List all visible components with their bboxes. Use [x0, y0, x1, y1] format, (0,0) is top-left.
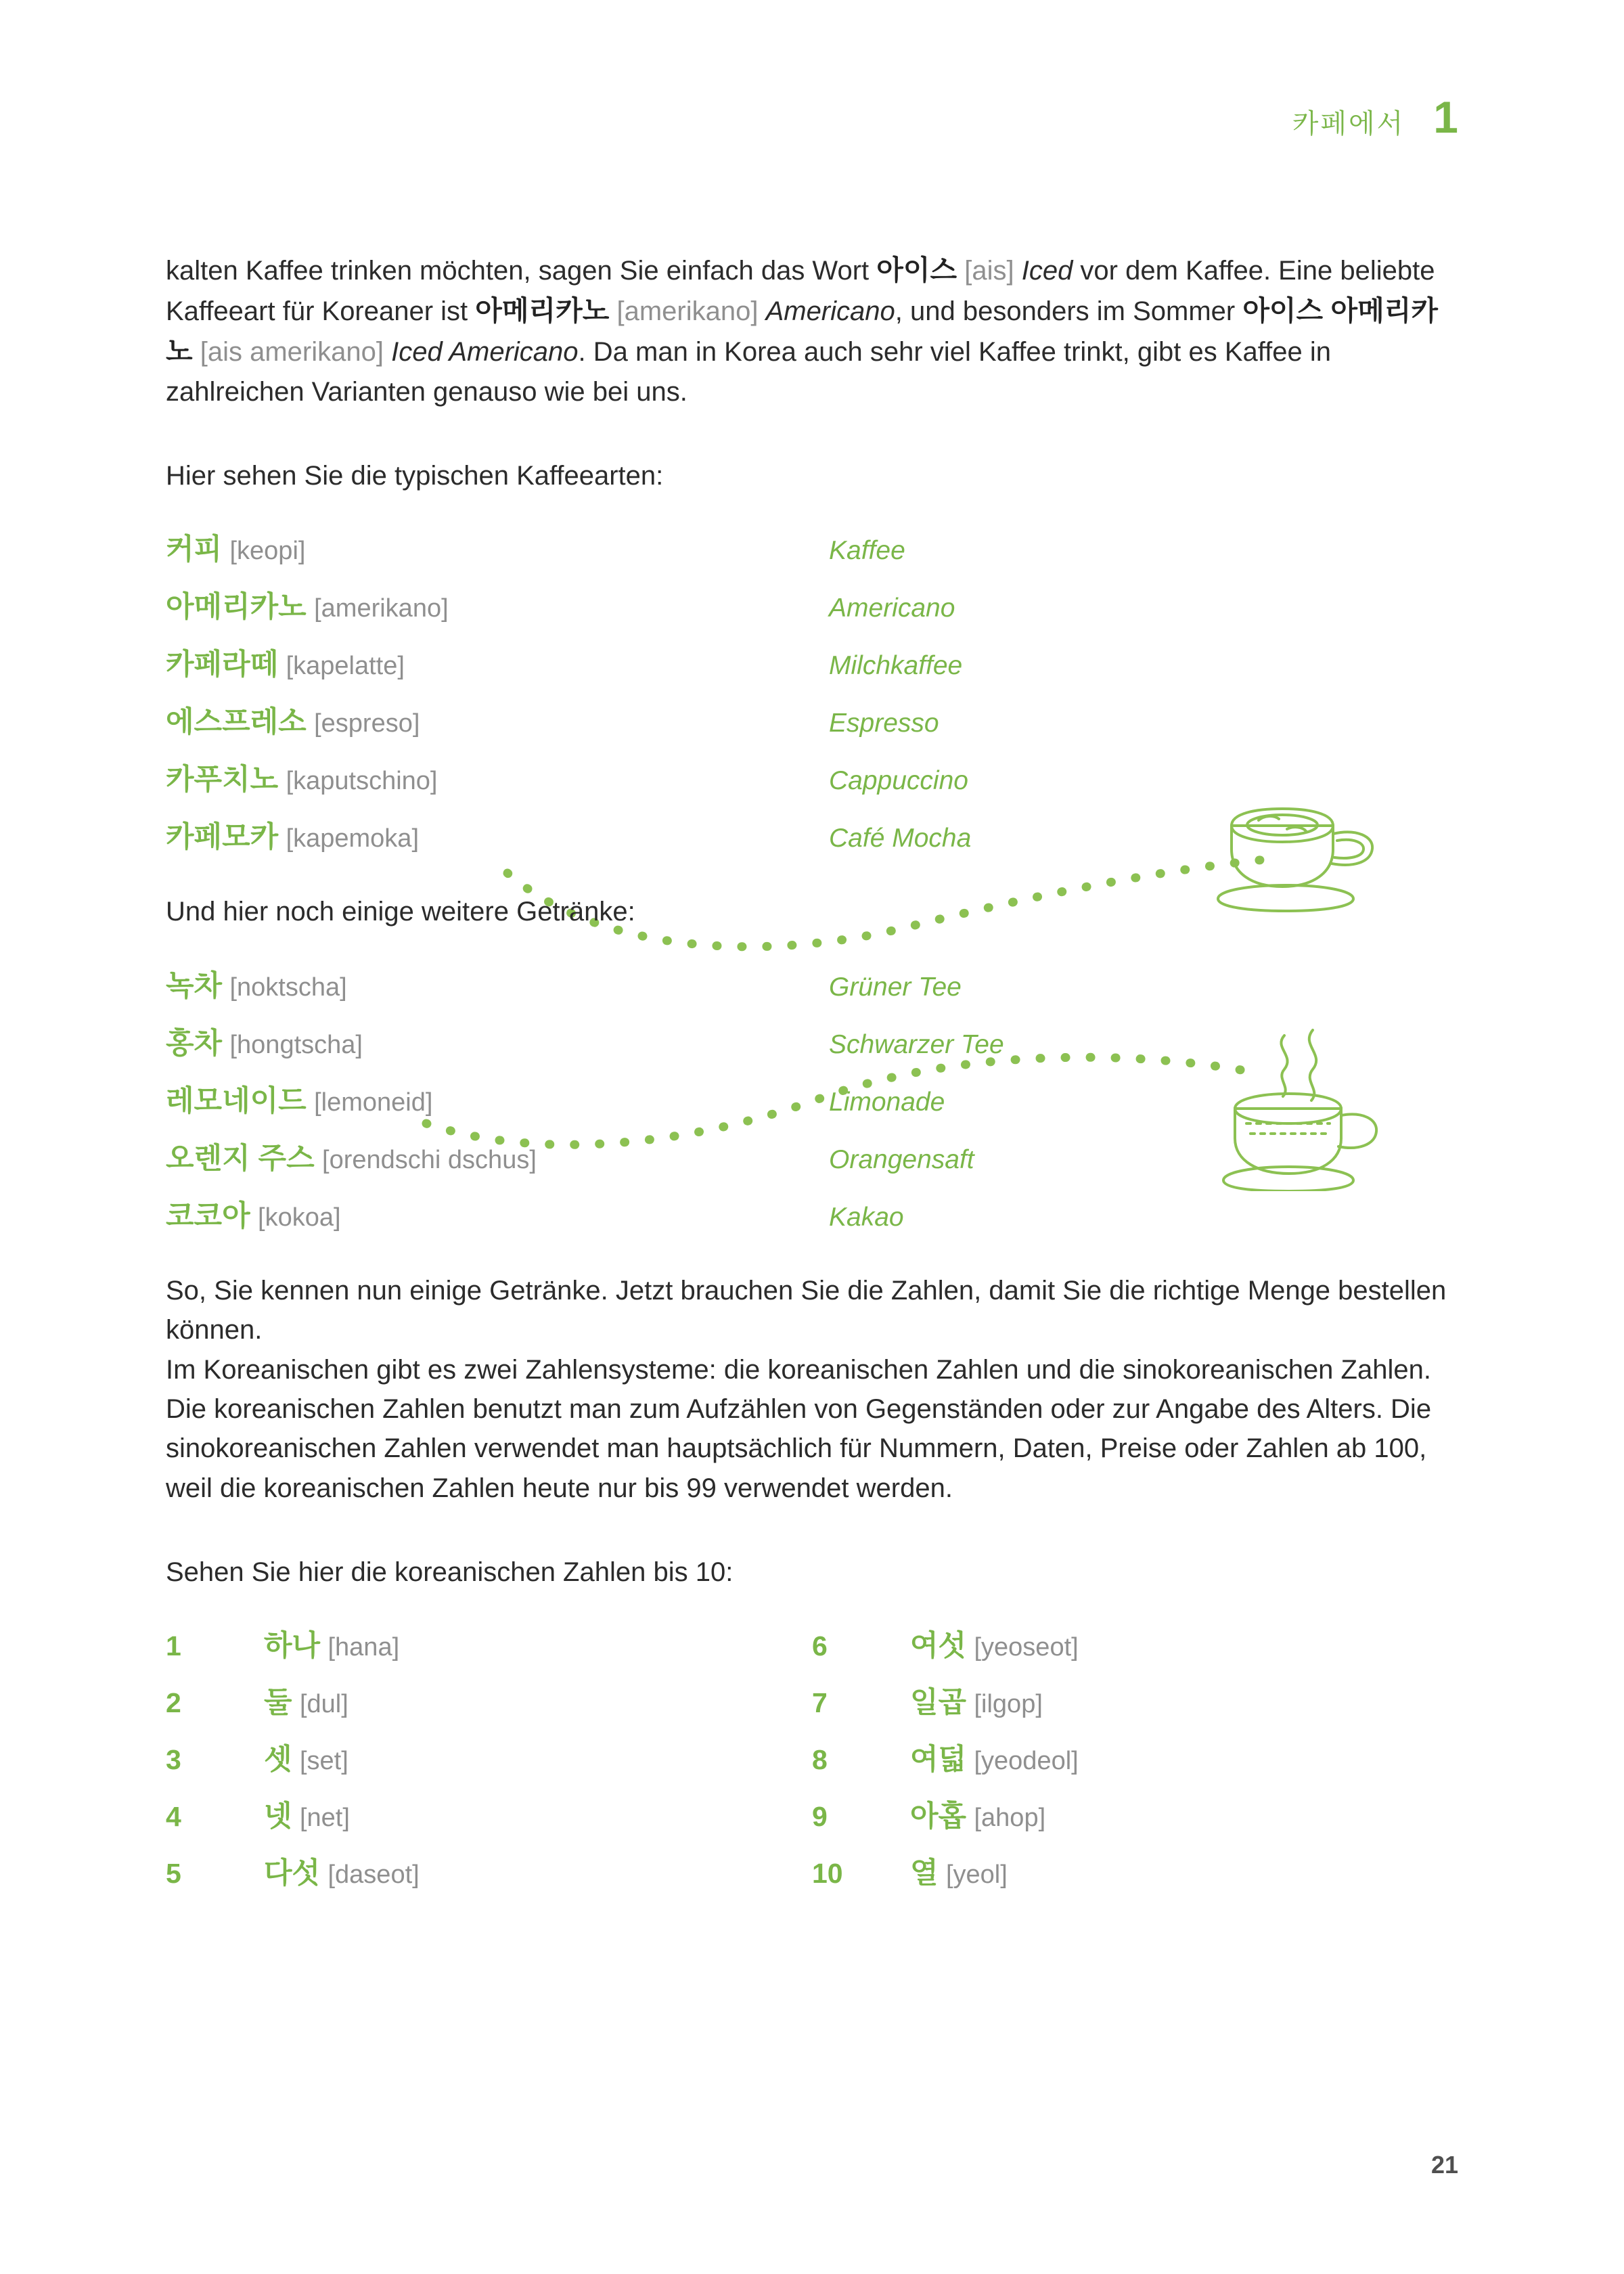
number-digit: 9	[812, 1801, 828, 1833]
vocab-korean: 카푸치노 [kaputschino]	[166, 763, 438, 797]
page-content	[166, 250, 1458, 1907]
number-korean: 셋 [set]	[264, 1743, 348, 1777]
list-item	[166, 814, 1458, 872]
coffee-vocab-list	[166, 527, 1458, 872]
number-korean: 다섯 [daseot]	[264, 1857, 420, 1890]
numbers-paragraph-1: So, Sie kennen nun einige Getränke. Jetzt brauchen Sie die Zahlen, damit Sie die richtige Menge bestellen können.	[166, 1275, 1447, 1345]
vocab-korean: 에스프레소 [espreso]	[166, 706, 420, 739]
intro-part-2: vor dem Kaffee. Eine beliebte Kaffeeart für Koreaner ist	[166, 256, 1435, 326]
list-item	[166, 963, 1458, 1021]
list-item	[812, 1623, 1458, 1680]
number-digit: 1	[166, 1630, 181, 1662]
vocab-german: Café Mocha	[829, 824, 972, 853]
coffee-list-lead: Hier sehen Sie die typischen Kaffeearten:	[166, 460, 664, 491]
list-item	[166, 1737, 812, 1793]
number-korean: 여덟 [yeodeol]	[910, 1743, 1079, 1777]
number-digit: 4	[166, 1801, 181, 1833]
vocab-korean: 코코아 [kokoa]	[166, 1199, 341, 1232]
list-item	[166, 699, 1458, 757]
intro-italic-2: Americano	[765, 296, 895, 326]
number-korean: 아홉 [ahop]	[910, 1800, 1046, 1833]
list-item	[166, 1193, 1458, 1251]
number-korean: 일곱 [ilgop]	[910, 1687, 1043, 1720]
intro-korean-2: 아메리카노	[475, 294, 610, 326]
vocab-korean: 홍차 [hongtscha]	[166, 1027, 363, 1060]
page-number: 21	[1430, 2151, 1458, 2179]
list-item	[166, 1680, 812, 1737]
vocab-german: Milchkaffee	[829, 651, 963, 681]
number-korean: 여섯 [yeoseot]	[910, 1630, 1079, 1663]
list-item	[166, 1850, 812, 1907]
intro-rom-1: [ais]	[964, 256, 1014, 286]
number-korean: 둘 [dul]	[264, 1687, 348, 1720]
intro-part-1: kalten Kaffee trinken möchten, sagen Sie einfach das Wort	[166, 256, 877, 286]
vocab-korean: 녹차 [noktscha]	[166, 969, 347, 1002]
list-item	[166, 584, 1458, 642]
list-item	[166, 642, 1458, 699]
vocab-german: Limonade	[829, 1087, 945, 1117]
list-item	[166, 1623, 812, 1680]
number-digit: 2	[166, 1687, 181, 1719]
list-item	[166, 527, 1458, 584]
list-item	[166, 1078, 1458, 1136]
numbers-paragraph-2: Im Koreanischen gibt es zwei Zahlensysteme: die koreanischen Zahlen und die sinokoreanischen Zahlen. Die koreanischen Zahlen benutzt man zum Aufzählen von Gegenständen oder zur Angabe des Alters. Die sinokoreanischen Zahlen verwendet man hauptsächlich für Nummern, Daten, Preise oder Zahlen ab 100, weil die koreanischen Zahlen heute nur bis 99 verwendet werden.	[166, 1354, 1432, 1503]
vocab-german: Schwarzer Tee	[829, 1029, 1004, 1059]
numbers-column-left	[166, 1623, 812, 1907]
intro-korean-1: 아이스	[876, 254, 957, 286]
intro-paragraph	[166, 250, 1458, 411]
vocab-korean: 커피 [keopi]	[166, 533, 306, 566]
drinks-vocab-list	[166, 963, 1458, 1251]
vocab-korean: 아메리카노 [amerikano]	[166, 591, 449, 624]
vocab-german: Orangensaft	[829, 1144, 974, 1174]
list-item	[166, 1021, 1458, 1078]
list-item	[812, 1850, 1458, 1907]
number-digit: 8	[812, 1744, 828, 1776]
list-item	[812, 1680, 1458, 1737]
vocab-german: Kakao	[829, 1202, 904, 1232]
number-korean: 하나 [hana]	[264, 1630, 400, 1663]
intro-italic-1: Iced	[1021, 256, 1073, 286]
drinks-list-lead: Und hier noch einige weitere Getränke:	[166, 897, 635, 927]
header-chapter-number: 1	[1433, 92, 1458, 142]
vocab-german: Espresso	[829, 709, 939, 738]
intro-part-4: . Da man in Korea auch sehr viel Kaffee trinkt, gibt es Kaffee in zahlreichen Varianten genauso wie bei uns.	[166, 336, 1332, 407]
korean-numbers-grid	[166, 1623, 1458, 1907]
list-item	[812, 1793, 1458, 1850]
vocab-korean: 카페라떼 [kapelatte]	[166, 648, 405, 682]
number-digit: 3	[166, 1744, 181, 1776]
number-korean: 열 [yeol]	[910, 1857, 1008, 1890]
number-digit: 5	[166, 1858, 181, 1890]
vocab-german: Americano	[829, 594, 955, 623]
vocab-korean: 레모네이드 [lemoneid]	[166, 1084, 433, 1117]
list-item	[166, 757, 1458, 814]
numbers-column-right	[812, 1623, 1458, 1907]
intro-rom-2: [amerikano]	[616, 296, 759, 326]
intro-italic-3: Iced Americano	[391, 336, 579, 367]
number-korean: 넷 [net]	[264, 1800, 350, 1833]
list-item	[166, 1793, 812, 1850]
number-digit: 10	[812, 1858, 843, 1890]
intro-rom-3: [ais amerikano]	[200, 336, 384, 367]
intro-part-3: , und besonders im Sommer	[895, 296, 1243, 326]
intro-korean-3: 아이스 아메리카노	[166, 294, 1438, 367]
numbers-list-lead: Sehen Sie hier die koreanischen Zahlen bis 10:	[166, 1557, 734, 1588]
number-digit: 7	[812, 1687, 828, 1719]
vocab-german: Cappuccino	[829, 766, 968, 796]
vocab-german: Grüner Tee	[829, 972, 962, 1002]
number-digit: 6	[812, 1630, 828, 1662]
list-item	[812, 1737, 1458, 1793]
page-header	[1292, 92, 1458, 142]
list-item	[166, 1136, 1458, 1193]
header-korean-title: 카페에서	[1292, 109, 1405, 139]
vocab-korean: 카페모카 [kapemoka]	[166, 821, 420, 854]
vocab-korean: 오렌지 주스 [orendschi dschus]	[166, 1142, 537, 1175]
vocab-german: Kaffee	[829, 536, 905, 566]
